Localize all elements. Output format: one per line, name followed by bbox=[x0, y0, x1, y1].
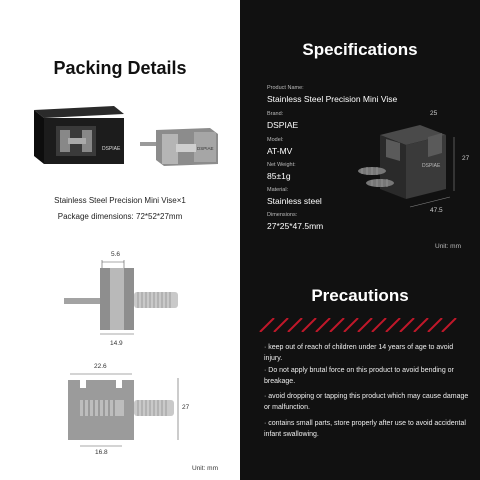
dim-side-top: 22.6 bbox=[94, 363, 107, 370]
dim-depth: 25 bbox=[430, 110, 438, 117]
precaution-item: · Do not apply brutal force on this product to avoid bending or breakage. bbox=[264, 367, 454, 385]
vise-side-view bbox=[60, 370, 190, 450]
dim-side-bottom: 16.8 bbox=[95, 449, 108, 456]
specifications-panel bbox=[240, 0, 480, 480]
precaution-item: · contains small parts, store properly after use to avoid accidental infant swallowing. bbox=[264, 420, 466, 438]
spec-value-dimensions: 27*25*47.5mm bbox=[267, 221, 324, 231]
accent-stripes bbox=[240, 318, 480, 332]
spec-label-product: Product Name: bbox=[267, 85, 304, 91]
specifications-title: Specifications bbox=[302, 40, 418, 59]
unit-label-right: Unit: mm bbox=[435, 243, 461, 250]
package-box-image bbox=[28, 100, 128, 170]
box-brand-text: DSPIAE bbox=[102, 146, 121, 152]
vise-photo bbox=[136, 116, 226, 172]
precaution-item: · keep out of reach of children under 14 years of age to avoid injury. bbox=[264, 344, 454, 362]
spec-label-weight: Net Weight: bbox=[267, 162, 296, 168]
svg-text:DSPIAE: DSPIAE bbox=[422, 163, 441, 169]
dim-top-width: 5.6 bbox=[111, 251, 121, 258]
precautions-title: Precautions bbox=[311, 286, 409, 305]
spec-label-material: Material: bbox=[267, 187, 289, 193]
spec-value-brand: DSPIAE bbox=[267, 120, 299, 130]
contents-line: Stainless Steel Precision Mini Vise×1 bbox=[54, 196, 186, 205]
vise-top-view bbox=[60, 258, 190, 338]
spec-value-weight: 85±1g bbox=[267, 171, 291, 181]
dim-height: 27 bbox=[462, 155, 470, 162]
dim-length: 47.5 bbox=[430, 207, 443, 214]
dim-top-length: 14.9 bbox=[110, 340, 123, 347]
spec-value-material: Stainless steel bbox=[267, 196, 322, 206]
unit-label-left: Unit: mm bbox=[192, 465, 218, 472]
spec-label-model: Model: bbox=[267, 137, 284, 143]
spec-label-dimensions: Dimensions: bbox=[267, 212, 298, 218]
svg-text:DSPIAE: DSPIAE bbox=[197, 146, 214, 151]
package-dimensions: Package dimensions: 72*52*27mm bbox=[57, 212, 183, 221]
vise-3d-drawing bbox=[350, 115, 470, 215]
spec-label-brand: Brand: bbox=[267, 111, 284, 117]
dim-side-height: 27 bbox=[182, 404, 190, 411]
packing-title: Packing Details bbox=[53, 58, 187, 78]
spec-value-model: AT-MV bbox=[267, 146, 293, 156]
spec-value-product: Stainless Steel Precision Mini Vise bbox=[267, 94, 398, 104]
precaution-item: · avoid dropping or tapping this product which may cause damage or malfunction. bbox=[264, 393, 469, 411]
